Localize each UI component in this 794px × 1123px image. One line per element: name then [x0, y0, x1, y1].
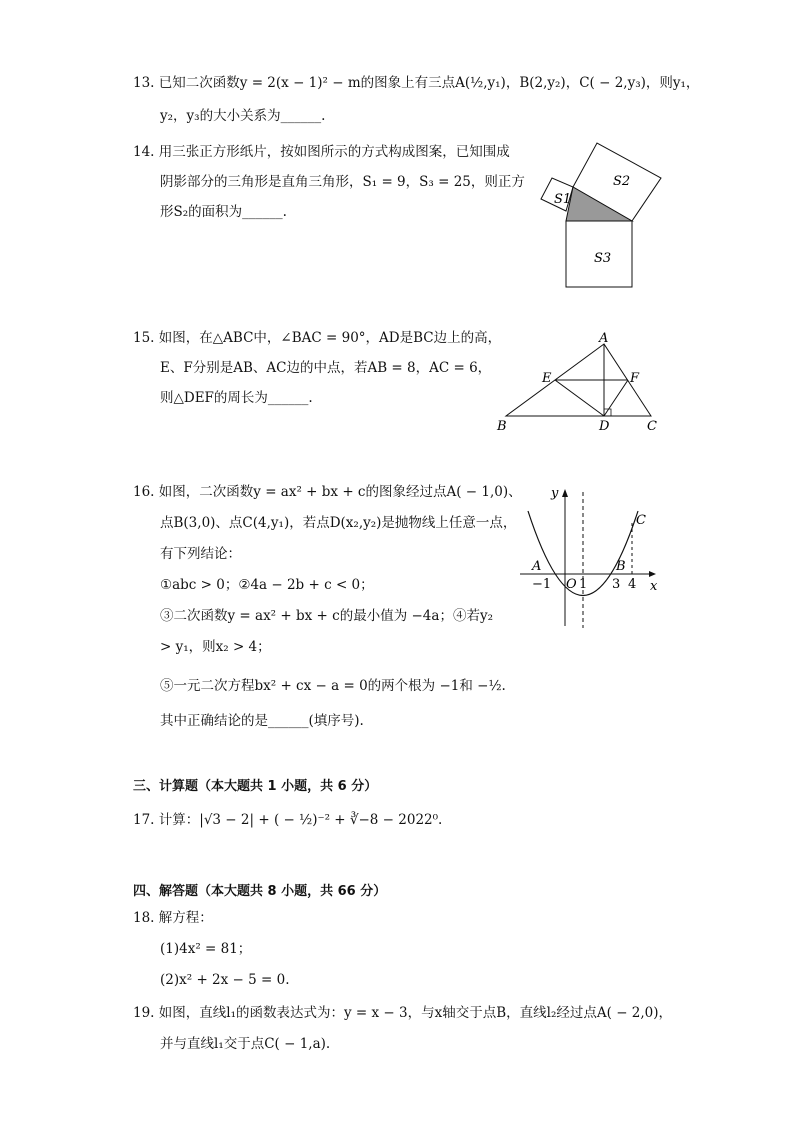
question-text: 解方程：: [158, 910, 213, 926]
label-y: y: [551, 486, 559, 501]
label-b: B: [616, 559, 626, 574]
label-x: x: [650, 579, 658, 594]
label-e: E: [542, 371, 552, 386]
question-text: 已知二次函数y = 2(x − 1)² − m的图象上有三点A(½,y₁)，B(2,y₂)，C( − 2,y₃)，则y₁，: [158, 75, 700, 91]
q14-line3: 形S₂的面积为______.: [160, 204, 287, 220]
label-s1: S1: [554, 192, 572, 207]
q13-line1: [133, 73, 699, 93]
question-text: 如图，在△ABC中，∠BAC = 90°，AD是BC边上的高，: [158, 330, 502, 346]
label-d: D: [599, 419, 610, 433]
q18-line3: (2)x² + 2x − 5 = 0.: [160, 972, 290, 988]
q14-line2: 阴影部分的三角形是直角三角形，S₁ = 9，S₃ = 25，则正方: [160, 174, 525, 190]
q19-line2: 并与直线l₁交于点C( − 1,a).: [160, 1036, 331, 1052]
tick-3: 3: [612, 577, 621, 592]
q16-line5: ③二次函数y = ax² + bx + c的最小值为 −4a；④若y₂: [160, 608, 493, 624]
question-number: 17.: [133, 812, 155, 828]
label-f: F: [630, 371, 640, 386]
question-number: 16.: [133, 484, 155, 500]
x-axis-arrow: [649, 571, 656, 577]
q14-line1: [133, 142, 510, 162]
q18-line2: (1)4x² = 81；: [160, 941, 252, 957]
shaded-triangle: [566, 187, 632, 221]
q15-line1: [133, 328, 501, 348]
question-text: 如图，二次函数y = ax² + bx + c的图象经过点A( − 1,0)、: [158, 484, 522, 500]
q19-line1: [133, 1003, 672, 1023]
label-o: O: [566, 577, 577, 592]
parabola-figure: [515, 482, 665, 632]
question-number: 13.: [133, 75, 155, 91]
q16-line8: 其中正确结论的是______(填序号).: [160, 713, 364, 729]
question-text: 如图，直线l₁的函数表达式为：y = x − 3，与x轴交于点B，直线l₂经过点A( − 2,0)，: [158, 1005, 673, 1021]
section-4-title: 四、解答题（本大题共 8 小题，共 66 分）: [133, 884, 387, 899]
q16-line7: ⑤一元二次方程bx² + cx − a = 0的两个根为 −1和 −½.: [160, 678, 506, 694]
label-s3: S3: [594, 251, 612, 266]
question-text: 用三张正方形纸片，按如图所示的方式构成图案，已知围成: [158, 144, 510, 160]
q15-line2: E、F分别是AB、AC边的中点，若AB = 8，AC = 6，: [160, 360, 492, 376]
q18-line1: [133, 908, 213, 928]
q16-line4: ①abc > 0；②4a − 2b + c < 0；: [160, 577, 374, 593]
question-number: 15.: [133, 330, 155, 346]
tick-neg1: −1: [532, 577, 552, 592]
q16-line1: [133, 482, 522, 502]
tick-1: 1: [579, 577, 588, 592]
q16-line3: 有下列结论：: [160, 546, 241, 562]
q13-line2: y₂，y₃的大小关系为______.: [160, 108, 326, 124]
q15-line3: 则△DEF的周长为______.: [160, 390, 313, 406]
question-number: 14.: [133, 144, 155, 160]
squares-figure: [530, 138, 670, 293]
label-b: B: [497, 419, 507, 433]
y-axis-arrow: [562, 489, 568, 497]
label-c: C: [647, 419, 657, 433]
q16-line2: 点B(3,0)、点C(4,y₁)，若点D(x₂,y₂)是抛物线上任意一点，: [160, 515, 517, 531]
segment-ed: [555, 380, 604, 416]
question-text: 计算：|√3 − 2| + ( − ½)⁻² + ∛−8 − 2022⁰.: [158, 812, 443, 828]
section-3-title: 三、计算题（本大题共 1 小题，共 6 分）: [133, 779, 378, 794]
question-number: 18.: [133, 910, 155, 926]
label-a: A: [532, 559, 542, 574]
tick-4: 4: [628, 577, 637, 592]
label-a: A: [599, 331, 609, 346]
triangle-figure: [490, 328, 670, 433]
segment-fd: [604, 380, 628, 416]
label-c: C: [636, 513, 646, 528]
q17-line1: [133, 810, 442, 830]
question-number: 19.: [133, 1005, 155, 1021]
label-s2: S2: [613, 174, 631, 189]
q16-line6: > y₁，则x₂ > 4；: [160, 639, 271, 655]
